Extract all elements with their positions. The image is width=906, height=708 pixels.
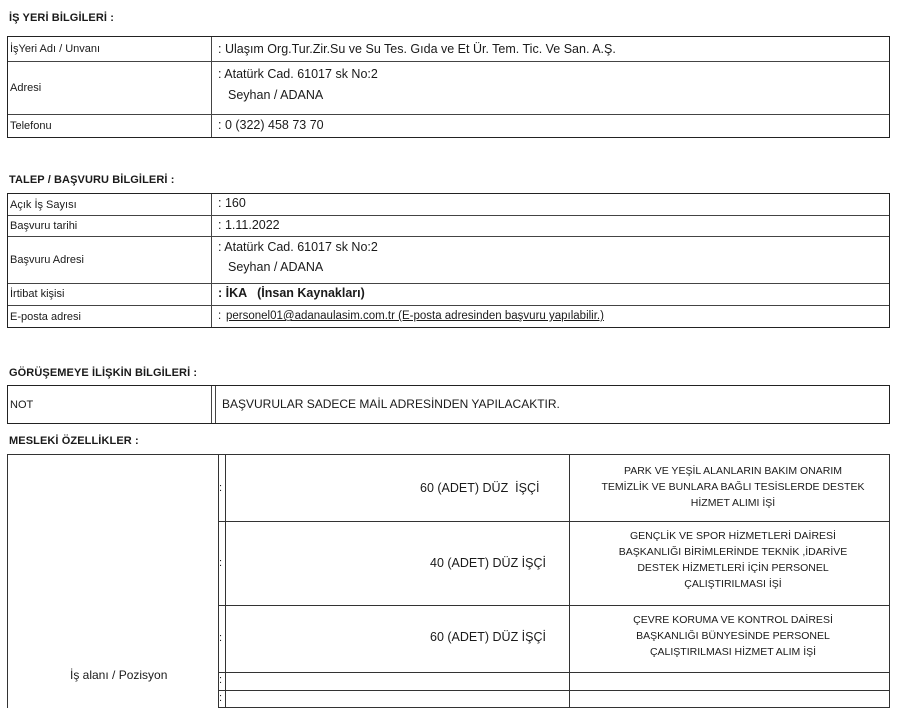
position-desc-3: ÇEVRE KORUMA VE KONTROL DAİRESİ BAŞKANLIĞI BÜNYESİNDE PERSONEL ÇALIŞTIRILMASI HİZMET ALIM İŞİ [633,614,833,658]
colon: : [219,482,223,494]
open-jobs-value: : 160 [218,196,246,210]
table-row [8,305,889,328]
colon: : [219,692,223,704]
table-row [8,37,889,62]
table-row [8,283,889,306]
email-prefix: : [218,310,225,322]
application-address-line1: : Atatürk Cad. 61017 sk No:2 [218,240,378,254]
open-jobs-label: Açık İş Sayısı [10,199,77,211]
workplace-info-table [7,36,890,138]
application-address-label: Başvuru Adresi [10,254,84,266]
address-line1: : Atatürk Cad. 61017 sk No:2 [218,67,378,81]
position-desc-1: PARK VE YEŞİL ALANLARIN BAKIM ONARIM TEMİZLİK VE BUNLARA BAĞLI TESİSLERDE DESTEK HİZMET ALIMI İŞİ [601,465,865,509]
application-date-value: : 1.11.2022 [218,218,280,232]
section-title-workplace: İŞ YERİ BİLGİLERİ : [9,12,114,24]
colon: : [219,557,223,569]
workplace-name-label: İşYeri Adı / Unvanı [10,43,101,55]
position-count-3: 60 (ADET) DÜZ İŞÇİ [430,630,546,644]
section-title-application: TALEP / BAŞVURU BİLGİLERİ : [9,174,175,186]
position-count-2: 40 (ADET) DÜZ İŞÇİ [430,556,546,570]
table-row [8,61,889,115]
contact-person-value: : İKA (İnsan Kaynakları) [218,286,365,300]
workplace-name-value: : Ulaşım Org.Tur.Zir.Su ve Su Tes. Gıda ve Et Ür. Tem. Tic. Ve San. A.Ş. [218,42,616,56]
address-label: Adresi [10,82,42,94]
application-address-line2: Seyhan / ADANA [228,260,324,274]
email-link[interactable]: personel01@adanaulasim.com.tr (E-posta adresinden başvuru yapılabilir.) [226,310,604,322]
contact-person-label: İrtibat kişisi [10,288,65,300]
address-line2: Seyhan / ADANA [228,88,324,102]
position-label: İş alanı / Pozisyon [70,668,168,682]
table-row [8,114,889,138]
application-info-table [7,193,890,328]
table-row [8,194,889,216]
section-title-interview: GÖRÜŞEMEYE İLİŞKİN BİLGİLERİ : [9,367,198,379]
note-table [7,385,890,424]
note-value: BAŞVURULAR SADECE MAİL ADRESİNDEN YAPILACAKTIR. [222,397,560,411]
phone-value: : 0 (322) 458 73 70 [218,118,324,132]
table-row [8,215,889,237]
position-count-1: 60 (ADET) DÜZ İŞÇİ [420,481,540,495]
position-desc-2: GENÇLİK VE SPOR HİZMETLERİ DAİRESİ BAŞKANLIĞI BİRİMLERİNDE TEKNİK ,İDARİVE DESTEK HİZMETLERİ İÇİN PERSONEL ÇALIŞTIRILMASI İŞİ [618,530,848,590]
table-row [8,236,889,284]
application-date-label: Başvuru tarihi [10,220,78,232]
note-label: NOT [10,399,34,411]
phone-label: Telefonu [10,120,52,132]
colon: : [219,674,223,686]
email-label: E-posta adresi [10,311,81,323]
colon: : [219,632,223,644]
section-title-professional: MESLEKİ ÖZELLİKLER : [9,435,139,447]
